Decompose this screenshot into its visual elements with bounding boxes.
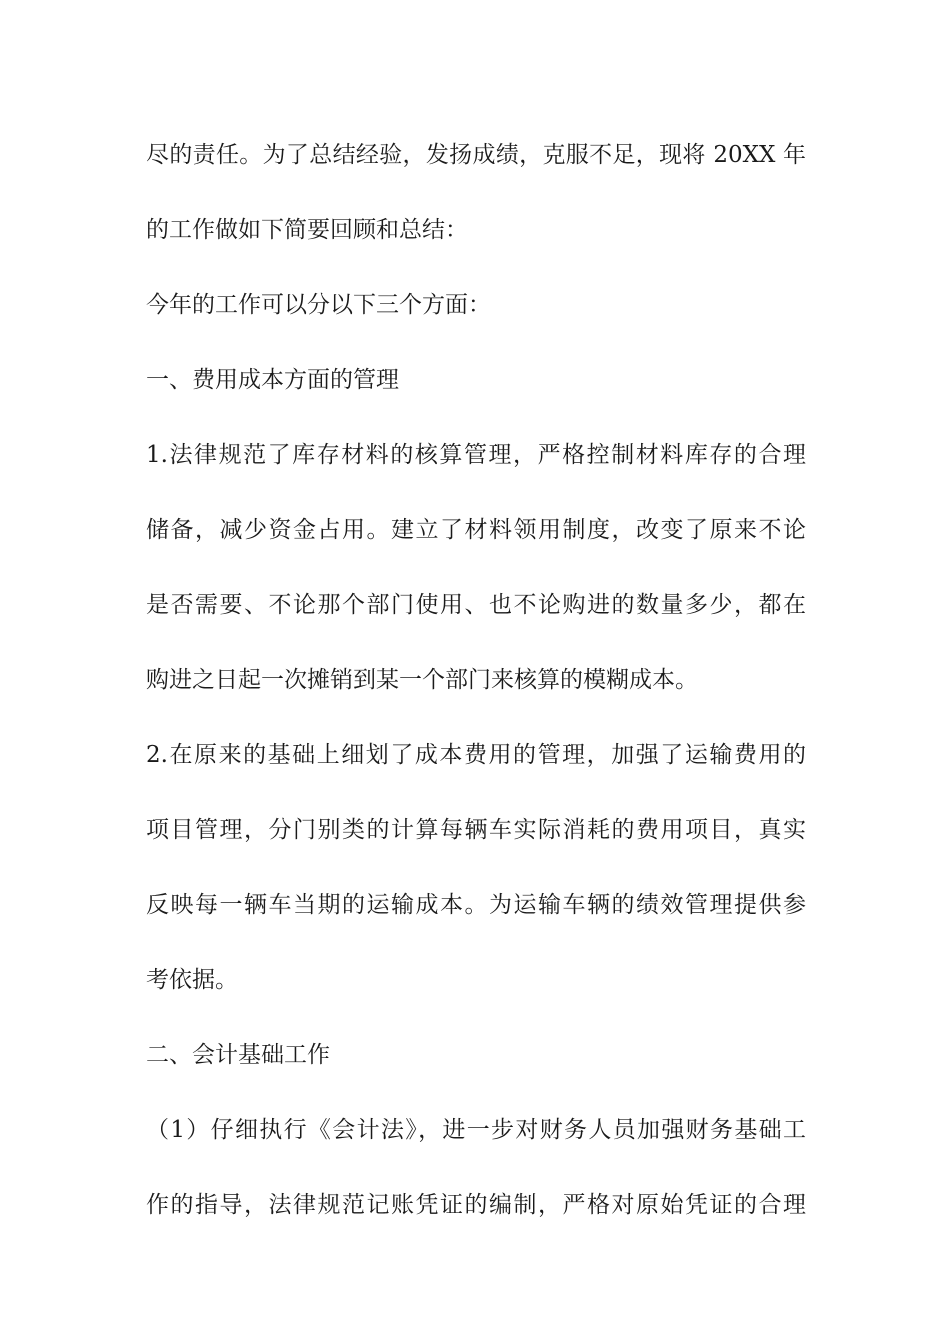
text-line: 是否需要、不论那个部门使用、也不论购进的数量多少，都在 xyxy=(146,592,806,618)
text-line: 储备，减少资金占用。建立了材料领用制度，改变了原来不论 xyxy=(146,517,806,543)
text-line: 1.法律规范了库存材料的核算管理，严格控制材料库存的合理 xyxy=(146,442,806,468)
text-line: 尽的责任。为了总结经验，发扬成绩，克服不足，现将 20XX 年 xyxy=(146,142,806,168)
text-line: （1）仔细执行《会计法》，进一步对财务人员加强财务基础工 xyxy=(146,1117,806,1143)
text-line: 今年的工作可以分以下三个方面： xyxy=(146,292,491,318)
section-heading: 一、费用成本方面的管理 xyxy=(146,367,399,393)
text-line: 作的指导，法律规范记账凭证的编制，严格对原始凭证的合理 xyxy=(146,1192,806,1218)
text-line: 2.在原来的基础上细划了成本费用的管理，加强了运输费用的 xyxy=(146,742,806,768)
text-line: 的工作做如下简要回顾和总结： xyxy=(146,217,468,243)
text-line: 项目管理，分门别类的计算每辆车实际消耗的费用项目，真实 xyxy=(146,817,806,843)
text-line: 考依据。 xyxy=(146,967,238,993)
section-heading: 二、会计基础工作 xyxy=(146,1042,330,1068)
text-line: 购进之日起一次摊销到某一个部门来核算的模糊成本。 xyxy=(146,667,698,693)
text-line: 反映每一辆车当期的运输成本。为运输车辆的绩效管理提供参 xyxy=(146,892,806,918)
